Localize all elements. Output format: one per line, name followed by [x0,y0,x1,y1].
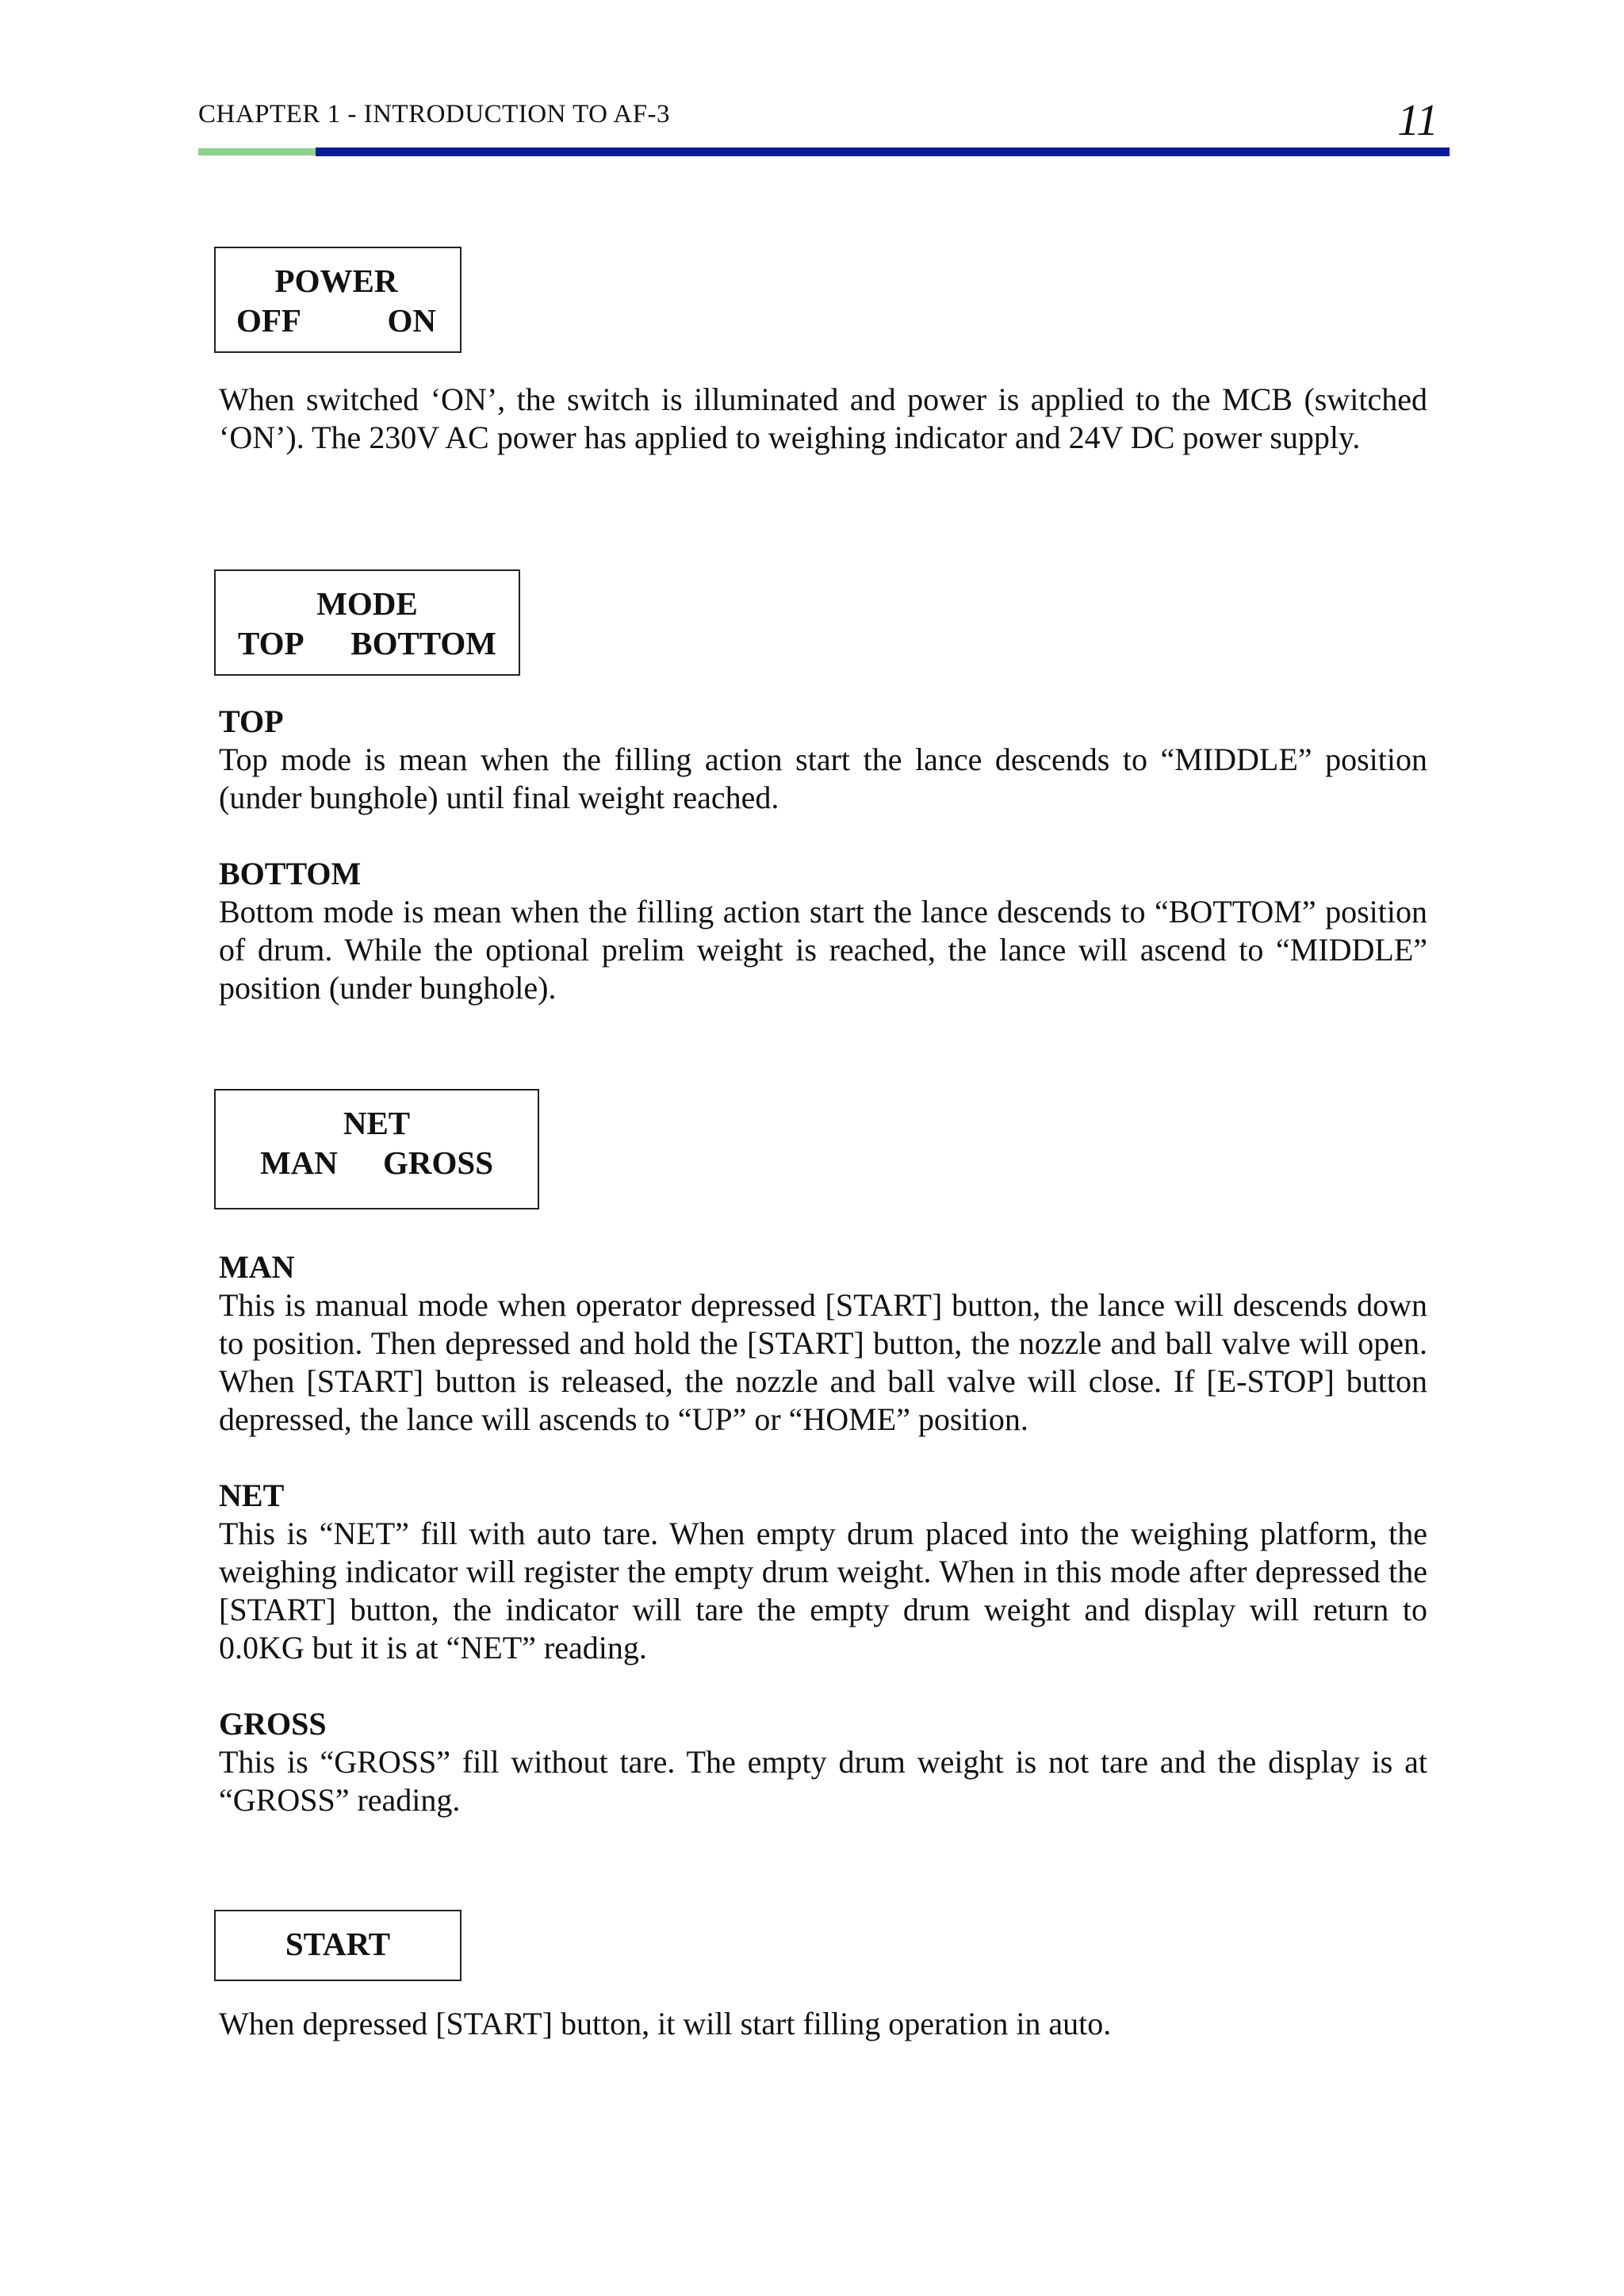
top-heading: TOP [219,703,284,739]
net-heading: NET [219,1478,285,1513]
net-description: This is “NET” fill with auto tare. When empty drum placed into the weighing platform, the weighing indicator will register the empty drum weight. When in this mode after depressed the [START] button, the indicator will tare the empty drum weight and display will return to 0.0KG but it is at “NET” reading. [219,1516,1427,1665]
power-switch-title: POWER [274,263,398,299]
net-switch-label [214,1089,539,1209]
top-description: Top mode is mean when the filling action start the lance descends to “MIDDLE” position (under bunghole) until final weight reached. [219,742,1427,815]
chapter-title: CHAPTER 1 - INTRODUCTION TO AF-3 [198,100,671,128]
bottom-heading: BOTTOM [219,856,362,891]
man-heading: MAN [219,1249,295,1285]
header-rule-green [198,148,316,155]
power-switch-label [214,247,462,353]
net-gross-label: GROSS [383,1144,493,1181]
power-off-label: OFF [236,302,301,339]
gross-heading: GROSS [219,1706,327,1742]
start-button-label [214,1910,462,1981]
mode-switch-label [214,569,520,676]
page-header [198,95,1450,159]
mode-switch-title: MODE [316,585,418,622]
start-button-title: START [285,1926,391,1962]
page-number: 11 [1397,96,1438,145]
power-on-label: ON [387,302,436,339]
header-rule-blue [316,148,1450,156]
start-description: When depressed [START] button, it will start filling operation in auto. [219,2006,1112,2041]
mode-bottom-label: BOTTOM [350,625,496,661]
gross-description: This is “GROSS” fill without tare. The empty drum weight is not tare and the display is at “GROSS” reading. [219,1744,1427,1818]
net-man-label: MAN [260,1144,338,1181]
power-description: When switched ‘ON’, the switch is illuminated and power is applied to the MCB (switched ‘ON’). The 230V AC power has applied to weighing indicator and 24V DC power supply. [219,381,1427,455]
net-switch-title: NET [343,1105,411,1141]
bottom-description: Bottom mode is mean when the filling action start the lance descends to “BOTTOM” position of drum. While the optional prelim weight is reached, the lance will ascend to “MIDDLE” position (under bunghole). [219,894,1427,1006]
man-description: This is manual mode when operator depressed [START] button, the lance will descends down to position. Then depressed and hold the [START] button, the nozzle and ball valve will open. When [START] button is released, the nozzle and ball valve will close. If [E-STOP] button depressed, the lance will ascends to “UP” or “HOME” position. [219,1287,1427,1437]
mode-top-label: TOP [238,625,304,661]
